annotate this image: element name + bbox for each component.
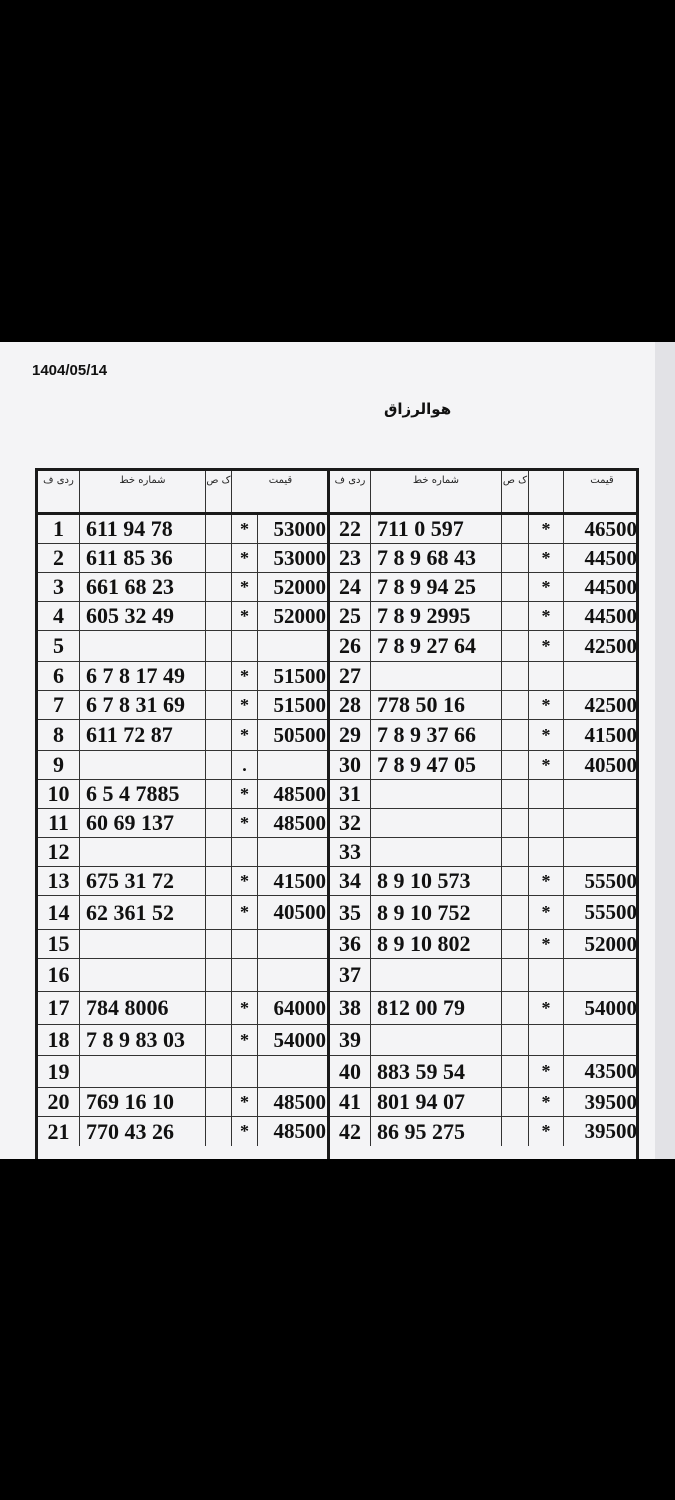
empty-cell [206,959,232,991]
empty-cell [502,930,529,958]
row-index: 23 [330,544,371,572]
row-mark: * [232,720,258,750]
row-price: 46500 [584,516,637,541]
row-index: 8 [38,720,80,750]
row-price: 43500 [584,1059,637,1083]
row-mark: * [232,662,258,690]
column-header-index: ردی ف [330,471,371,512]
phone-number: 770 43 26 [80,1117,206,1146]
phone-number: 605 32 49 [80,602,206,630]
row-mark: * [529,930,564,958]
table-row [330,780,636,809]
paper-sheet [0,342,655,1159]
row-index: 4 [38,602,80,630]
row-price: 42500 [584,633,637,658]
row-index: 12 [38,838,80,866]
phone-number [371,959,502,991]
phone-number: 8 9 10 573 [371,867,502,895]
table-row [38,992,327,1025]
row-price [258,1056,329,1087]
empty-cell [206,631,232,661]
empty-cell [206,720,232,750]
row-mark: * [232,992,258,1024]
row-index: 24 [330,573,371,601]
empty-cell [206,573,232,601]
row-price: 41500 [584,722,637,747]
row-index: 39 [330,1025,371,1055]
empty-cell [206,1025,232,1055]
table-row [38,867,327,896]
row-index: 28 [330,691,371,719]
empty-cell [502,867,529,895]
row-price: 55500 [584,900,637,924]
empty-cell [206,544,232,572]
phone-number: 8 9 10 802 [371,930,502,958]
empty-cell [502,662,529,690]
row-mark [232,838,258,866]
row-index: 10 [38,780,80,808]
table-header [330,471,636,515]
table-row [38,602,327,631]
row-index: 27 [330,662,371,690]
empty-cell [206,1088,232,1116]
table-row [38,1088,327,1117]
row-index: 17 [38,992,80,1024]
table-row [38,662,327,691]
row-mark: * [529,691,564,719]
empty-cell [206,515,232,543]
empty-cell [502,1088,529,1116]
phone-number: 60 69 137 [80,809,206,837]
empty-cell [206,602,232,630]
phone-number: 7 8 9 27 64 [371,631,502,661]
row-index: 11 [38,809,80,837]
row-index: 40 [330,1056,371,1087]
phone-number: 784 8006 [80,992,206,1024]
row-mark [232,1056,258,1087]
row-index: 25 [330,602,371,630]
row-mark: * [529,1088,564,1116]
phone-number: 6 5 4 7885 [80,780,206,808]
row-index: 33 [330,838,371,866]
empty-cell [502,992,529,1024]
phone-number [80,838,206,866]
row-price: 55500 [584,868,637,893]
phone-number: 611 85 36 [80,544,206,572]
row-mark: * [232,809,258,837]
column-header-mark [529,471,564,512]
row-index: 32 [330,809,371,837]
empty-cell [502,959,529,991]
table-row [38,838,327,867]
row-index: 36 [330,930,371,958]
phone-number: 7 8 9 2995 [371,602,502,630]
table-row [330,1117,636,1146]
empty-cell [206,838,232,866]
phone-number: 661 68 23 [80,573,206,601]
phone-number: 711 0 597 [371,515,502,543]
phone-number: 801 94 07 [371,1088,502,1116]
row-price: 48500 [273,781,326,806]
row-mark: * [529,544,564,572]
row-price: 44500 [584,545,637,570]
phone-number: 611 94 78 [80,515,206,543]
row-index: 19 [38,1056,80,1087]
phone-number: 62 361 52 [80,896,206,929]
row-index: 38 [330,992,371,1024]
row-price: 44500 [584,574,637,599]
row-price: 51500 [273,663,326,688]
row-index: 30 [330,751,371,779]
row-price: 64000 [273,995,326,1020]
row-index: 26 [330,631,371,661]
document-date: 1404/05/14 [32,362,108,379]
row-index: 16 [38,959,80,991]
row-price: 48500 [273,1089,326,1114]
row-mark: * [232,1088,258,1116]
column-header-ks: ک ص [502,471,529,512]
row-mark [529,959,564,991]
row-index: 3 [38,573,80,601]
phone-number: 675 31 72 [80,867,206,895]
row-price [258,631,329,661]
row-price: 48500 [273,1119,326,1143]
empty-cell [206,1056,232,1087]
document-heading: هوالرزاق [384,400,452,418]
row-mark [232,930,258,958]
row-mark: * [529,631,564,661]
row-price [258,930,329,958]
table-row [38,573,327,602]
empty-cell [502,1025,529,1055]
row-price: 54000 [273,1027,326,1052]
row-index: 13 [38,867,80,895]
row-mark: * [232,691,258,719]
row-index: 42 [330,1117,371,1146]
row-mark: . [232,751,258,779]
column-header-price: قیمت [590,475,614,486]
row-index: 29 [330,720,371,750]
row-price: 44500 [584,603,637,628]
phone-number: 6 7 8 31 69 [80,691,206,719]
row-mark: * [529,896,564,929]
row-price: 54000 [584,995,637,1020]
table-header [38,471,327,515]
phone-number: 86 95 275 [371,1117,502,1146]
table-row [330,959,636,992]
empty-cell [206,691,232,719]
empty-cell [206,662,232,690]
row-index: 5 [38,631,80,661]
row-index: 35 [330,896,371,929]
phone-number [80,631,206,661]
phone-number [371,662,502,690]
row-index: 9 [38,751,80,779]
row-price: 40500 [584,752,637,777]
phone-number [371,780,502,808]
row-price [564,780,640,808]
row-price: 42500 [584,692,637,717]
row-price: 53000 [273,516,326,541]
table-row [330,838,636,867]
table-row [330,662,636,691]
phone-number [80,930,206,958]
table-row [38,544,327,573]
table-row [330,809,636,838]
table-row [38,780,327,809]
row-index: 21 [38,1117,80,1146]
phone-number [80,959,206,991]
row-mark: * [232,867,258,895]
phone-number: 812 00 79 [371,992,502,1024]
column-header-price: قیمت [268,475,293,486]
empty-cell [206,780,232,808]
empty-cell [502,573,529,601]
row-mark: * [529,992,564,1024]
row-mark [529,1025,564,1055]
row-index: 6 [38,662,80,690]
phone-number: 6 7 8 17 49 [80,662,206,690]
table-row [38,515,327,544]
phone-number: 7 8 9 83 03 [80,1025,206,1055]
row-mark: * [529,867,564,895]
empty-cell [206,751,232,779]
row-mark [529,809,564,837]
empty-cell [206,809,232,837]
row-index: 15 [38,930,80,958]
row-mark: * [529,515,564,543]
empty-cell [502,780,529,808]
empty-cell [502,544,529,572]
phone-number: 883 59 54 [371,1056,502,1087]
row-price: 41500 [273,868,326,893]
table-row [38,631,327,662]
table-row [330,751,636,780]
table-row [38,1025,327,1056]
row-price [564,662,640,690]
row-index: 1 [38,515,80,543]
empty-cell [502,691,529,719]
row-mark: * [529,1056,564,1087]
phone-number: 7 8 9 68 43 [371,544,502,572]
row-mark: * [529,602,564,630]
table-right-half [329,471,636,1159]
empty-cell [502,602,529,630]
table-row [330,1088,636,1117]
row-index: 31 [330,780,371,808]
table-row [38,959,327,992]
table-row [330,992,636,1025]
row-price [564,809,640,837]
empty-cell [206,896,232,929]
table-row [330,544,636,573]
phone-number: 778 50 16 [371,691,502,719]
table-row [330,896,636,930]
row-mark [232,959,258,991]
row-price: 40500 [273,900,326,924]
row-price: 48500 [273,810,326,835]
row-mark: * [232,544,258,572]
empty-cell [502,720,529,750]
row-index: 37 [330,959,371,991]
table-row [38,896,327,930]
empty-cell [502,838,529,866]
row-mark [529,780,564,808]
empty-cell [502,896,529,929]
empty-cell [502,631,529,661]
empty-cell [206,867,232,895]
phone-number [371,838,502,866]
phone-number: 7 8 9 47 05 [371,751,502,779]
row-index: 14 [38,896,80,929]
phone-number: 769 16 10 [80,1088,206,1116]
empty-cell [206,992,232,1024]
empty-cell [206,930,232,958]
table-row [330,515,636,544]
phone-number: 611 72 87 [80,720,206,750]
phone-number [371,809,502,837]
table-row [330,1025,636,1056]
row-mark: * [232,515,258,543]
row-price: 52000 [273,603,326,628]
column-header-ks: ک ص [206,471,232,512]
table-row [330,930,636,959]
empty-cell [502,809,529,837]
row-price [564,838,640,866]
row-mark: * [529,720,564,750]
row-mark [529,838,564,866]
empty-cell [502,1117,529,1146]
paper-edge [655,342,675,1159]
table-row [38,930,327,959]
row-mark: * [232,1025,258,1055]
row-mark: * [529,1117,564,1146]
phone-number: 8 9 10 752 [371,896,502,929]
row-index: 7 [38,691,80,719]
row-price: 39500 [584,1119,637,1143]
row-mark [529,662,564,690]
row-index: 34 [330,867,371,895]
row-price: 39500 [584,1089,637,1114]
table-row [330,631,636,662]
row-price: 52000 [273,574,326,599]
row-index: 20 [38,1088,80,1116]
phone-number [80,751,206,779]
price-table [35,468,639,1159]
row-price: 50500 [273,722,326,747]
row-price: 53000 [273,545,326,570]
table-row [38,1117,327,1146]
table-row [38,720,327,751]
table-row [38,809,327,838]
row-mark: * [529,573,564,601]
table-row [330,602,636,631]
row-price: 51500 [273,692,326,717]
table-row [38,691,327,720]
table-row [330,1056,636,1088]
empty-cell [502,1056,529,1087]
row-price [258,959,329,991]
table-row [330,867,636,896]
table-row [330,720,636,751]
table-row [38,751,327,780]
table-row [330,691,636,720]
row-mark: * [232,780,258,808]
row-mark [232,631,258,661]
row-mark: * [529,751,564,779]
column-header-number: شماره خط [80,471,206,512]
row-price: 52000 [584,931,637,956]
row-price [258,838,329,866]
phone-number [80,1056,206,1087]
row-index: 2 [38,544,80,572]
row-index: 41 [330,1088,371,1116]
row-mark: * [232,1117,258,1146]
table-left-half [38,471,329,1159]
row-price [564,959,640,991]
row-price [258,751,329,779]
phone-number [371,1025,502,1055]
column-header-number: شماره خط [371,471,502,512]
row-mark: * [232,573,258,601]
table-row [38,1056,327,1088]
row-price [564,1025,640,1055]
row-index: 18 [38,1025,80,1055]
empty-cell [502,515,529,543]
column-header-index: ردی ف [38,471,80,512]
row-index: 22 [330,515,371,543]
empty-cell [502,751,529,779]
phone-number: 7 8 9 94 25 [371,573,502,601]
row-mark: * [232,602,258,630]
phone-number: 7 8 9 37 66 [371,720,502,750]
row-mark: * [232,896,258,929]
table-row [330,573,636,602]
empty-cell [206,1117,232,1146]
